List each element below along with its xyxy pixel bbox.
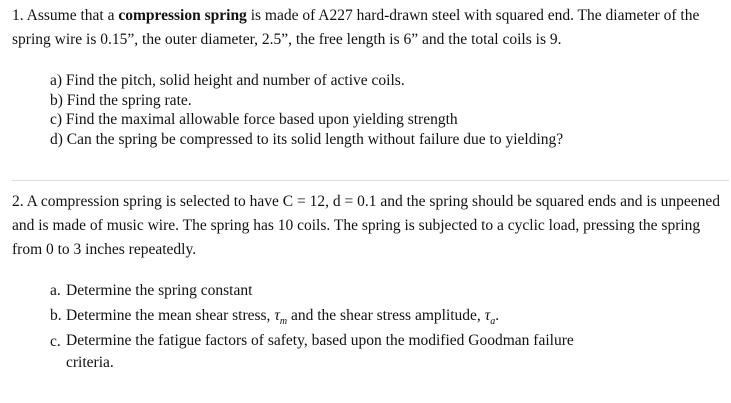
problem-1-keyword: compression spring [118,7,247,24]
problem-1-intro-start: 1. Assume that a [12,7,119,24]
problem-1-question-d: d) Can the spring be compressed to its solid length without failure due to yielding? [50,130,564,148]
problem-2-questions [50,279,724,374]
tau-amplitude-symbol: τ [484,306,491,324]
question-b-text-end: . [495,306,500,324]
question-b-text-middle: and the shear stress amplitude, [287,306,485,324]
problem-2 [12,190,724,374]
tau-amplitude-subscript: a [490,315,496,327]
problem-2-question-b [50,304,724,331]
problem-1-question-c: c) Find the maximal allowable force based upon yielding strength [50,111,458,128]
question-b-marker: b. [50,306,62,324]
section-divider [12,180,729,181]
problem-1-question-b: b) Find the spring rate. [50,91,192,109]
question-a-text: Determine the spring constant [66,282,253,299]
question-c-text-line-2: criteria. [66,354,114,371]
problem-2-statement: 2. A compression spring is selected to have C = 12, d = 0.1 and the spring should be squared ends and is unpeened and is made of music wire. The spring has 10 coils. The spring is subjected to a cyclic load, pressing the spring from 0 to 3 inches repeatedly. [12,193,720,258]
question-c-text-line-1: Determine the fatigue factors of safety, based upon the modified Goodman failure [66,332,574,349]
tau-mean-symbol: τ [274,306,280,324]
problem-1-intro-rest: is made of A227 hard-drawn steel with squared end. The diameter of the spring wire is 0.15”, the outer diameter, 2.5”, the free length is 6” and the total coils is 9. [12,7,700,48]
problem-1-questions [50,71,724,149]
tau-mean-subscript: m [279,315,288,327]
problem-2-question-a [50,279,724,304]
question-a-marker: a. [50,282,61,299]
problem-1 [12,4,724,149]
question-c-marker: c. [50,333,61,350]
problem-2-question-c [50,330,724,374]
problem-1-statement [12,4,724,52]
question-b-text-start: Determine the mean shear stress, [66,306,275,324]
problem-1-question-a: a) Find the pitch, solid height and number of active coils. [50,72,405,89]
